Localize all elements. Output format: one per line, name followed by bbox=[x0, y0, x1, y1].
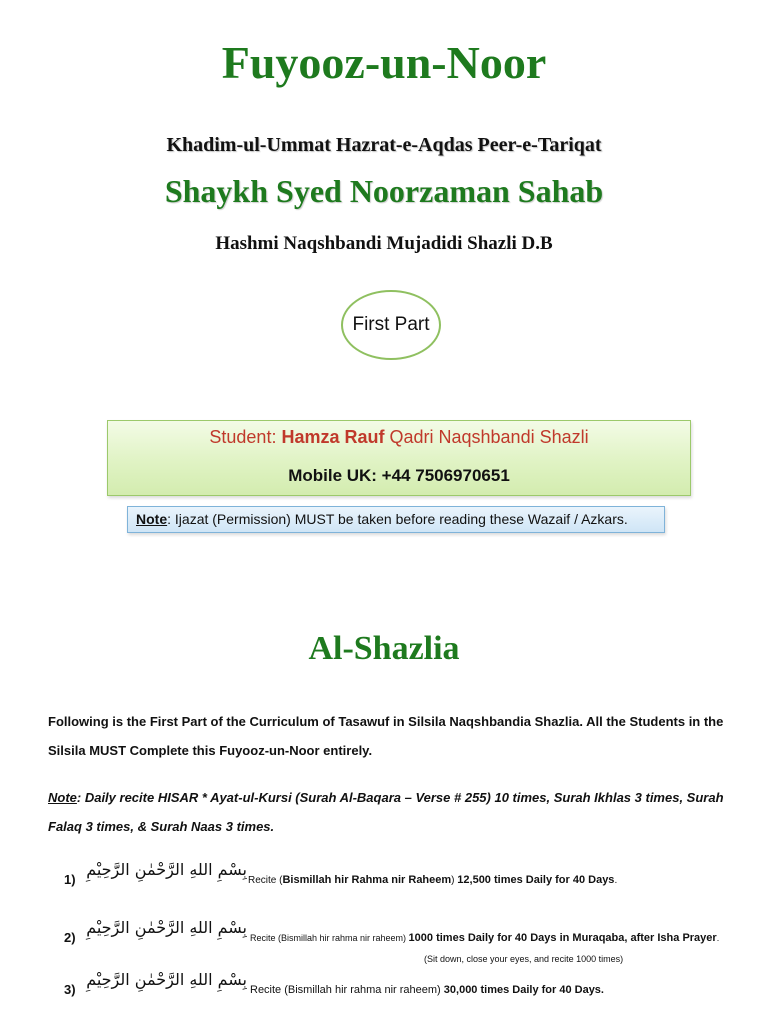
bismillah-calligraphy: بِسْمِ اللهِ الرَّحْمٰنِ الرَّحِيْمِ bbox=[86, 860, 247, 879]
bismillah-calligraphy: بِسْمِ اللهِ الرَّحْمٰنِ الرَّحِيْمِ bbox=[86, 970, 247, 989]
student-suffix: Qadri Naqshbandi Shazli bbox=[384, 427, 589, 447]
recitation-item bbox=[64, 860, 744, 890]
intro-paragraph: Following is the First Part of the Curriculum of Tasawuf in Silsila Naqshbandia Shazlia. All the Students in the Silsila MUST Complete this Fuyooz-un-Noor entirely. bbox=[48, 714, 724, 758]
bismillah-calligraphy: بِسْمِ اللهِ الرَّحْمٰنِ الرَّحِيْمِ bbox=[86, 918, 247, 937]
document-title: Fuyooz-un-Noor bbox=[221, 37, 547, 88]
part-label: First Part bbox=[352, 314, 430, 335]
daily-note-paragraph bbox=[48, 783, 738, 841]
item-recite: Recite (Bismillah hir rahma nir raheem) bbox=[250, 933, 409, 943]
subtitle-honorific: Khadim-ul-Ummat Hazrat-e-Aqdas Peer-e-Tariqat bbox=[166, 134, 602, 156]
recitation-item bbox=[64, 918, 744, 948]
item-end: . bbox=[614, 875, 618, 886]
item-end: . bbox=[716, 933, 720, 943]
note-text: : Ijazat (Permission) MUST be taken before reading these Wazaif / Azkars. bbox=[167, 511, 628, 527]
item-text bbox=[250, 984, 604, 996]
recitation-item bbox=[64, 970, 744, 1000]
item-number: 1) bbox=[64, 872, 76, 887]
item-text bbox=[250, 932, 719, 944]
item-recite: Recite (Bismillah hir rahma nir raheem) bbox=[250, 984, 444, 996]
student-name: Hamza Rauf bbox=[281, 427, 385, 447]
item-close: ) bbox=[451, 875, 458, 886]
item-count: 1000 times Daily for 40 Days in Muraqaba, after Isha Prayer bbox=[408, 932, 717, 944]
item-number: 3) bbox=[64, 982, 76, 997]
permission-note-box bbox=[127, 506, 665, 533]
item-recite: Recite ( bbox=[248, 875, 283, 886]
item-text bbox=[248, 874, 617, 886]
part-label-oval bbox=[341, 290, 441, 360]
item-instruction: (Sit down, close your eyes, and recite 1000 times) bbox=[424, 954, 624, 964]
item-count: 30,000 times Daily for 40 Days. bbox=[443, 984, 604, 996]
note-label: Note bbox=[136, 511, 168, 527]
student-line bbox=[108, 427, 690, 448]
student-info-box bbox=[107, 420, 691, 496]
item-number: 2) bbox=[64, 930, 76, 945]
daily-note-text: : Daily recite HISAR * Ayat-ul-Kursi (Surah Al-Baqara – Verse # 255) 10 times, Surah Ikhlas 3 times, Surah Falaq 3 times, & Surah Naas 3 times. bbox=[48, 790, 724, 834]
section-heading: Al-Shazlia bbox=[308, 630, 460, 667]
daily-note-label: Note bbox=[48, 790, 77, 805]
student-prefix: Student: bbox=[209, 427, 282, 447]
student-mobile: Mobile UK: +44 7506970651 bbox=[288, 466, 510, 485]
subtitle-shaykh-name: Shaykh Syed Noorzaman Sahab bbox=[164, 173, 604, 209]
item-count: 12,500 times Daily for 40 Days bbox=[457, 874, 615, 886]
subtitle-lineage: Hashmi Naqshbandi Mujadidi Shazli D.B bbox=[215, 233, 553, 254]
item-phrase: Bismillah hir Rahma nir Raheem bbox=[282, 874, 452, 886]
